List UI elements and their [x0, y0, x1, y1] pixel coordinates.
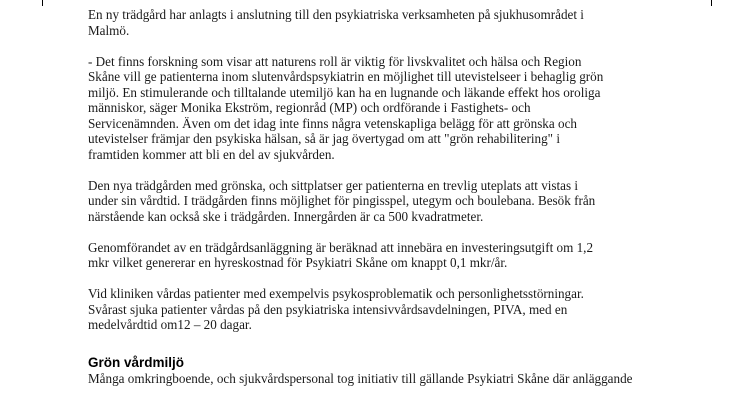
- paragraph-quote: - Det finns forskning som visar att naturens roll är viktig för livskvalitet och hälsa och Region Skåne vill ge patienterna inom slutenvårdspsykiatrin en möjlighet till utevistelseer i behaglig grön miljö. En stimulerande och tilltalande utemiljö kan ha en lugnande och läkande effekt hos oroliga människor, säger Monika Ekström, regionråd (MP) och ordförande i Fastighets- och Servicenämnden. Även om det idag inte finns några vetenskapliga belägg för att grönska och utevistelser främjar den psykiska hälsan, så är jag övertygad om att "grön rehabilitering" i framtiden kommer att bli en del av sjukvården.: [88, 53, 604, 162]
- page-border-right: [711, 0, 712, 6]
- paragraph-intro: En ny trädgård har anlagts i anslutning till den psykiatriska verksamheten på sjukhusområdet i Malmö.: [88, 7, 584, 38]
- article-body: [88, 7, 674, 386]
- page-border-left: [42, 0, 43, 6]
- paragraph-garden: Den nya trädgården med grönska, och sittplatser ger patienterna en trevlig uteplats att vistas i under sin vårdtid. I trädgården finns möjlighet för pingisspel, utegym och boulebana. Besök från närstående kan också ske i trädgården. Innergården är ca 500 kvadratmeter.: [88, 177, 596, 224]
- paragraph-clinic: Vid kliniken vårdas patienter med exempelvis psykosproblematik och personlighetsstörningar. Svårast sjuka patienter vårdas på den psykiatriska intensivvårdsavdelningen, PIVA, med en medelvårdtid om12 – 20 dagar.: [88, 286, 584, 332]
- paragraph-cost: Genomförandet av en trädgårdsanläggning är beräknad att innebära en investeringsutgift om 1,2 mkr vilket genererar en hyreskostnad för Psykiatri Skåne om knappt 0,1 mkr/år.: [88, 239, 594, 270]
- paragraph-cut-off: Många omkringboende, och sjukvårdspersonal tog initiativ till gällande Psykiatri Skåne där anläggande: [88, 370, 633, 386]
- section-heading: Grön vårdmiljö: [88, 354, 185, 370]
